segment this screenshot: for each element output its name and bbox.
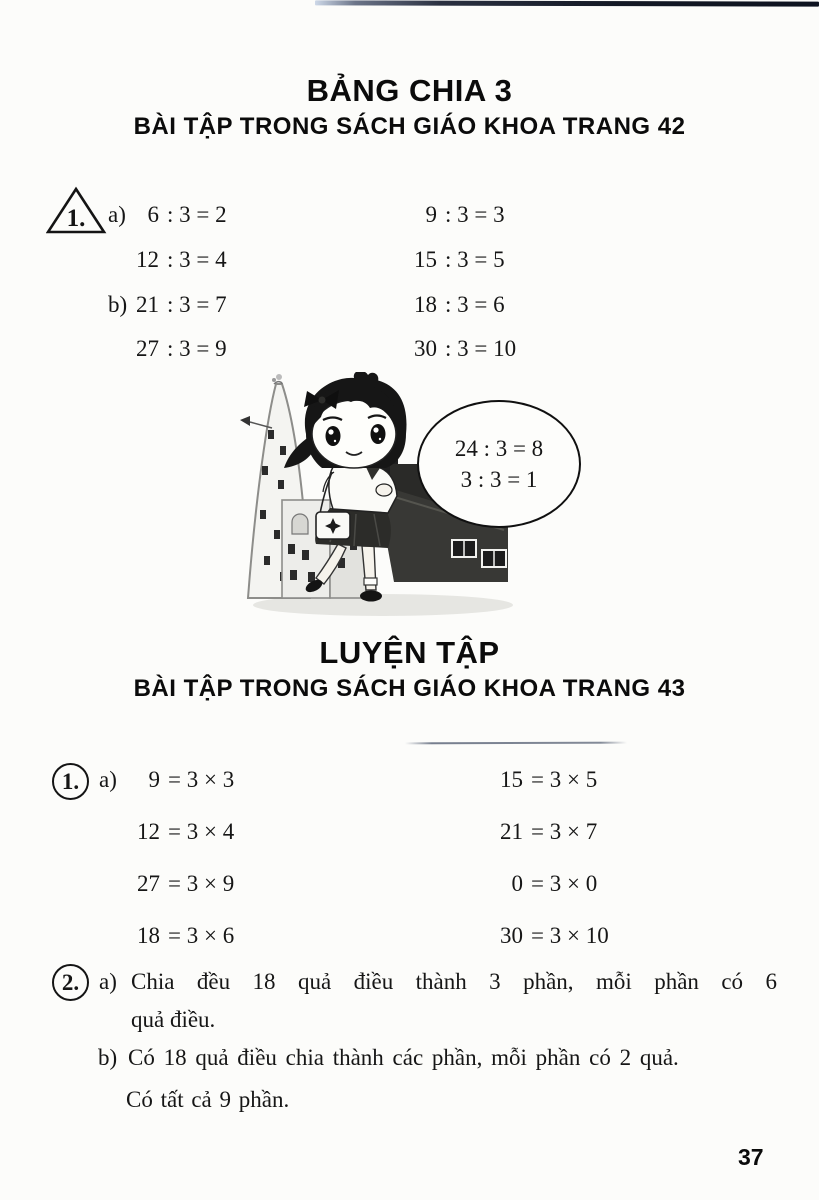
exercise1-number: 1. <box>66 205 86 232</box>
right-dividend: 9 <box>425 202 437 227</box>
right-equation: : 3 = 10 <box>445 336 517 361</box>
left-equation: : 3 = 2 <box>167 202 227 227</box>
left-result: 18 <box>137 923 160 948</box>
left-result: 9 <box>148 767 160 792</box>
multiplication-row <box>0 817 819 849</box>
answer-bubble <box>417 400 581 528</box>
exercise2-circle-marker <box>52 964 89 1001</box>
left-result: 12 <box>137 819 160 844</box>
right-result: 30 <box>500 923 523 948</box>
right-equation: : 3 = 5 <box>445 247 505 272</box>
exercise1-number: 1. <box>61 768 80 794</box>
division-row <box>0 245 819 277</box>
right-equation: : 3 = 6 <box>445 292 505 317</box>
left-dividend: 27 <box>136 336 159 361</box>
right-result: 0 <box>511 871 523 896</box>
division-row <box>0 290 819 322</box>
part-b-text-line1: Có 18 quả điều chia thành các phần, mỗi phần có 2 quả. <box>128 1045 679 1070</box>
multiplication-row <box>0 921 819 953</box>
right-dividend: 18 <box>414 292 437 317</box>
left-dividend: 21 <box>136 292 159 317</box>
left-result: 27 <box>137 871 160 896</box>
right-equation: = 3 × 5 <box>531 767 598 792</box>
multiplication-row <box>0 765 819 797</box>
bubble-equation-2: 3 : 3 = 1 <box>460 466 538 492</box>
right-dividend: 15 <box>414 247 437 272</box>
part-a-text-line1: Chia đều 18 quả điều thành 3 phần, mỗi phần có 6 <box>131 969 777 994</box>
part-label: b) <box>108 292 128 317</box>
right-equation: : 3 = 3 <box>445 202 505 227</box>
scan-edge-artifact <box>315 0 819 6</box>
section-title-luyen-tap: LUYỆN TẬP <box>319 635 500 670</box>
right-result: 15 <box>500 767 523 792</box>
section-subtitle-trang-42: BÀI TẬP TRONG SÁCH GIÁO KHOA TRANG 42 <box>133 113 686 140</box>
left-equation: = 3 × 4 <box>168 819 235 844</box>
division-row <box>0 200 819 232</box>
part-label: a) <box>108 202 126 227</box>
section-title-bang-chia: BẢNG CHIA 3 <box>306 73 513 108</box>
right-equation: = 3 × 7 <box>531 819 598 844</box>
left-dividend: 12 <box>136 247 159 272</box>
right-result: 21 <box>500 819 523 844</box>
section-subtitle-trang-43: BÀI TẬP TRONG SÁCH GIÁO KHOA TRANG 43 <box>133 675 686 702</box>
left-equation: = 3 × 9 <box>168 871 235 896</box>
right-equation: = 3 × 10 <box>531 923 609 948</box>
multiplication-row <box>0 869 819 901</box>
right-dividend: 30 <box>414 336 437 361</box>
left-equation: : 3 = 9 <box>167 336 227 361</box>
page-number: 37 <box>738 1144 764 1170</box>
faint-divider-line <box>405 742 627 745</box>
left-equation: : 3 = 7 <box>167 292 227 317</box>
left-equation: = 3 × 3 <box>168 767 235 792</box>
left-equation: : 3 = 4 <box>167 247 227 272</box>
exercise2-number: 2. <box>61 969 80 995</box>
part-b-label: b) <box>98 1045 118 1070</box>
part-a-label: a) <box>99 969 117 994</box>
part-b-text-line2: Có tất cả 9 phần. <box>126 1087 290 1112</box>
bubble-equation-1: 24 : 3 = 8 <box>454 435 544 461</box>
part-label: a) <box>99 767 117 792</box>
right-equation: = 3 × 0 <box>531 871 598 896</box>
division-row <box>0 334 819 366</box>
left-dividend: 6 <box>147 202 159 227</box>
left-equation: = 3 × 6 <box>168 923 235 948</box>
part-a-text-line2: quả điều. <box>131 1007 216 1032</box>
